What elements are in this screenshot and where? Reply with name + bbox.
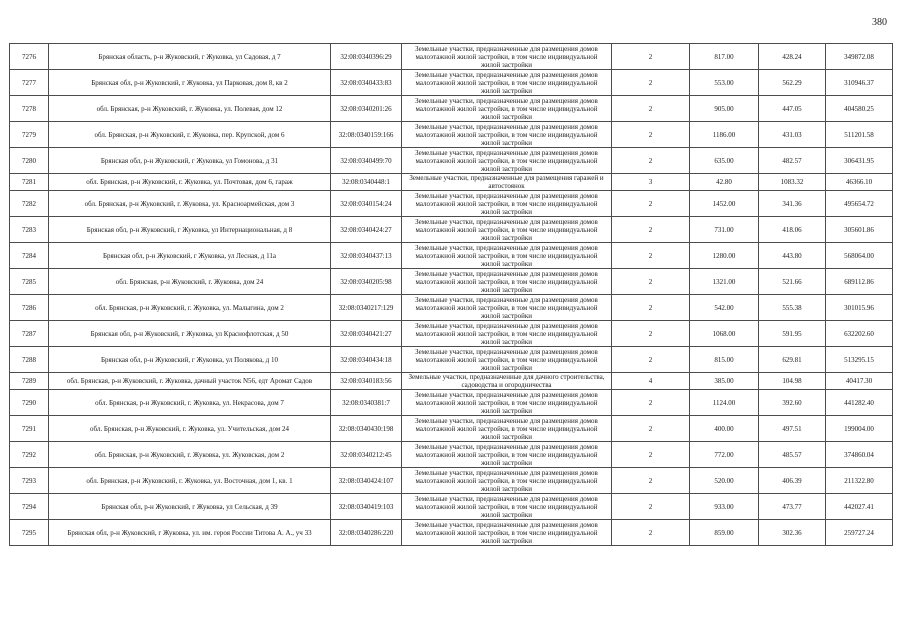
table-row	[10, 494, 893, 520]
row-number-cell: 7289	[10, 373, 49, 390]
address-cell: обл. Брянская, р-н Жуковский, г. Жуковка, ул. Восточная, дом 1, кв. 1	[49, 468, 331, 494]
area-cell: 553.00	[690, 70, 759, 96]
row-number-cell: 7287	[10, 321, 49, 347]
address-cell: Брянская обл, р-н Жуковский, г Жуковка, ул Сельская, д 39	[49, 494, 331, 520]
row-number-cell: 7293	[10, 468, 49, 494]
address-cell: обл. Брянская, р-н Жуковский, г. Жуковка, дом 24	[49, 269, 331, 295]
address-cell: Брянская обл, р-н Жуковский, г Жуковка, ул Полякова, д 10	[49, 347, 331, 373]
area-cell: 1321.00	[690, 269, 759, 295]
area-cell: 635.00	[690, 148, 759, 174]
land-use-cell: Земельные участки, предназначенные для размещения домов малоэтажной жилой застройки, в том числе индивидуальной жилой застройки	[402, 122, 612, 148]
address-cell: обл. Брянская, р-н Жуковский, г. Жуковка, дачный участок N56, едт Аромат Садов	[49, 373, 331, 390]
land-use-cell: Земельные участки, предназначенные для размещения домов малоэтажной жилой застройки, в том числе индивидуальной жилой застройки	[402, 243, 612, 269]
address-cell: Брянская обл, р-н Жуковский, г Жуковка, ул Парковая, дом 8, кв 2	[49, 70, 331, 96]
group-cell: 2	[612, 494, 690, 520]
cadastral-number-cell: 32:08:0340201:26	[331, 96, 402, 122]
specific-value-cell: 629.81	[759, 347, 826, 373]
table-row	[10, 295, 893, 321]
area-cell: 385.00	[690, 373, 759, 390]
cadastral-number-cell: 32:08:0340424:107	[331, 468, 402, 494]
group-cell: 2	[612, 148, 690, 174]
cadastral-value-cell: 259727.24	[826, 520, 893, 546]
group-cell: 2	[612, 122, 690, 148]
area-cell: 520.00	[690, 468, 759, 494]
row-number-cell: 7284	[10, 243, 49, 269]
table-row	[10, 44, 893, 70]
address-cell: Брянская обл, р-н Жуковский, г Жуковка, ул Лесная, д 11а	[49, 243, 331, 269]
cadastral-value-cell: 632202.60	[826, 321, 893, 347]
table-row	[10, 468, 893, 494]
table-row	[10, 390, 893, 416]
row-number-cell: 7294	[10, 494, 49, 520]
group-cell: 2	[612, 217, 690, 243]
area-cell: 542.00	[690, 295, 759, 321]
cadastral-value-cell: 495654.72	[826, 191, 893, 217]
cadastral-number-cell: 32:08:0340437:13	[331, 243, 402, 269]
specific-value-cell: 302.36	[759, 520, 826, 546]
cadastral-value-cell: 310946.37	[826, 70, 893, 96]
cadastral-number-cell: 32:08:0340217:129	[331, 295, 402, 321]
land-use-cell: Земельные участки, предназначенные для размещения домов малоэтажной жилой застройки, в том числе индивидуальной жилой застройки	[402, 321, 612, 347]
cadastral-number-cell: 32:08:0340499:70	[331, 148, 402, 174]
specific-value-cell: 428.24	[759, 44, 826, 70]
group-cell: 4	[612, 373, 690, 390]
specific-value-cell: 473.77	[759, 494, 826, 520]
group-cell: 2	[612, 390, 690, 416]
table-row	[10, 520, 893, 546]
specific-value-cell: 591.95	[759, 321, 826, 347]
cadastral-value-cell: 568064.00	[826, 243, 893, 269]
address-cell: Брянская обл, р-н Жуковский, г Жуковка, ул. им. героя России Титова А. А., уч 33	[49, 520, 331, 546]
cadastral-value-cell: 441282.40	[826, 390, 893, 416]
land-use-cell: Земельные участки, предназначенные для размещения домов малоэтажной жилой застройки, в том числе индивидуальной жилой застройки	[402, 468, 612, 494]
area-cell: 1280.00	[690, 243, 759, 269]
area-cell: 731.00	[690, 217, 759, 243]
cadastral-number-cell: 32:08:0340183:56	[331, 373, 402, 390]
cadastral-value-cell: 301015.96	[826, 295, 893, 321]
cadastral-number-cell: 32:08:0340205:98	[331, 269, 402, 295]
page-number: 380	[872, 17, 887, 28]
area-cell: 1452.00	[690, 191, 759, 217]
cadastral-number-cell: 32:08:0340396:29	[331, 44, 402, 70]
cadastral-value-cell: 349872.08	[826, 44, 893, 70]
cadastral-value-cell: 46366.10	[826, 174, 893, 191]
group-cell: 2	[612, 321, 690, 347]
table-row	[10, 122, 893, 148]
land-use-cell: Земельные участки, предназначенные для размещения домов малоэтажной жилой застройки, в том числе индивидуальной жилой застройки	[402, 416, 612, 442]
group-cell: 2	[612, 520, 690, 546]
land-use-cell: Земельные участки, предназначенные для размещения домов малоэтажной жилой застройки, в том числе индивидуальной жилой застройки	[402, 347, 612, 373]
cadastral-number-cell: 32:08:0340381:7	[331, 390, 402, 416]
cadastral-value-cell: 404580.25	[826, 96, 893, 122]
area-cell: 1124.00	[690, 390, 759, 416]
table-row	[10, 416, 893, 442]
cadastral-number-cell: 32:08:0340159:166	[331, 122, 402, 148]
area-cell: 400.00	[690, 416, 759, 442]
land-use-cell: Земельные участки, предназначенные для размещения домов малоэтажной жилой застройки, в том числе индивидуальной жилой застройки	[402, 494, 612, 520]
land-use-cell: Земельные участки, предназначенные для размещения домов малоэтажной жилой застройки, в том числе индивидуальной жилой застройки	[402, 70, 612, 96]
group-cell: 3	[612, 174, 690, 191]
row-number-cell: 7290	[10, 390, 49, 416]
group-cell: 2	[612, 416, 690, 442]
specific-value-cell: 521.66	[759, 269, 826, 295]
table-row	[10, 96, 893, 122]
cadastral-number-cell: 32:08:0340286:220	[331, 520, 402, 546]
specific-value-cell: 418.06	[759, 217, 826, 243]
area-cell: 1186.00	[690, 122, 759, 148]
area-cell: 817.00	[690, 44, 759, 70]
address-cell: Брянская область, р-н Жуковский, г Жуковка, ул Садовая, д 7	[49, 44, 331, 70]
area-cell: 859.00	[690, 520, 759, 546]
table-row	[10, 191, 893, 217]
land-use-cell: Земельные участки, предназначенные для размещения гаражей и автостоянок	[402, 174, 612, 191]
cadastral-value-cell: 442027.41	[826, 494, 893, 520]
specific-value-cell: 482.57	[759, 148, 826, 174]
row-number-cell: 7286	[10, 295, 49, 321]
area-cell: 772.00	[690, 442, 759, 468]
area-cell: 815.00	[690, 347, 759, 373]
row-number-cell: 7280	[10, 148, 49, 174]
register-table-body	[10, 44, 893, 546]
cadastral-number-cell: 32:08:0340421:27	[331, 321, 402, 347]
cadastral-number-cell: 32:08:0340430:198	[331, 416, 402, 442]
cadastral-number-cell: 32:08:0340424:27	[331, 217, 402, 243]
address-cell: обл. Брянская, р-н Жуковский, г. Жуковка, пер. Крупской, дом 6	[49, 122, 331, 148]
address-cell: Брянская обл, р-н Жуковский, г Жуковка, ул Краснофлотская, д 50	[49, 321, 331, 347]
address-cell: обл. Брянская, р-н Жуковский, г. Жуковка, ул. Малыгина, дом 2	[49, 295, 331, 321]
specific-value-cell: 555.38	[759, 295, 826, 321]
table-row	[10, 217, 893, 243]
specific-value-cell: 341.36	[759, 191, 826, 217]
specific-value-cell: 1083.32	[759, 174, 826, 191]
land-use-cell: Земельные участки, предназначенные для размещения домов малоэтажной жилой застройки, в том числе индивидуальной жилой застройки	[402, 295, 612, 321]
land-use-cell: Земельные участки, предназначенные для размещения домов малоэтажной жилой застройки, в том числе индивидуальной жилой застройки	[402, 269, 612, 295]
group-cell: 2	[612, 44, 690, 70]
land-parcel-register-table	[9, 43, 893, 546]
cadastral-number-cell: 32:08:0340448:1	[331, 174, 402, 191]
address-cell: обл. Брянская, р-н Жуковский, г. Жуковка, ул. Учительская, дом 24	[49, 416, 331, 442]
address-cell: обл. Брянская, р-н Жуковский, г. Жуковка, ул. Почтовая, дом 6, гараж	[49, 174, 331, 191]
row-number-cell: 7288	[10, 347, 49, 373]
address-cell: обл. Брянская, р-н Жуковский, г. Жуковка, ул. Красноармейская, дом 3	[49, 191, 331, 217]
cadastral-number-cell: 32:08:0340154:24	[331, 191, 402, 217]
specific-value-cell: 497.51	[759, 416, 826, 442]
row-number-cell: 7285	[10, 269, 49, 295]
specific-value-cell: 447.05	[759, 96, 826, 122]
row-number-cell: 7291	[10, 416, 49, 442]
table-row	[10, 174, 893, 191]
cadastral-value-cell: 211322.80	[826, 468, 893, 494]
area-cell: 42.80	[690, 174, 759, 191]
row-number-cell: 7295	[10, 520, 49, 546]
specific-value-cell: 485.57	[759, 442, 826, 468]
group-cell: 2	[612, 70, 690, 96]
cadastral-number-cell: 32:08:0340419:103	[331, 494, 402, 520]
table-row	[10, 148, 893, 174]
group-cell: 2	[612, 295, 690, 321]
land-use-cell: Земельные участки, предназначенные для размещения домов малоэтажной жилой застройки, в том числе индивидуальной жилой застройки	[402, 217, 612, 243]
address-cell: Брянская обл, р-н Жуковский, г Жуковка, ул Гомонова, д 31	[49, 148, 331, 174]
land-use-cell: Земельные участки, предназначенные для размещения домов малоэтажной жилой застройки, в том числе индивидуальной жилой застройки	[402, 148, 612, 174]
land-use-cell: Земельные участки, предназначенные для размещения домов малоэтажной жилой застройки, в том числе индивидуальной жилой застройки	[402, 520, 612, 546]
table-row	[10, 243, 893, 269]
group-cell: 2	[612, 468, 690, 494]
specific-value-cell: 443.80	[759, 243, 826, 269]
land-use-cell: Земельные участки, предназначенные для размещения домов малоэтажной жилой застройки, в том числе индивидуальной жилой застройки	[402, 44, 612, 70]
group-cell: 2	[612, 347, 690, 373]
specific-value-cell: 406.39	[759, 468, 826, 494]
cadastral-value-cell: 374860.04	[826, 442, 893, 468]
table-row	[10, 347, 893, 373]
cadastral-value-cell: 513295.15	[826, 347, 893, 373]
cadastral-value-cell: 199004.00	[826, 416, 893, 442]
row-number-cell: 7279	[10, 122, 49, 148]
row-number-cell: 7282	[10, 191, 49, 217]
address-cell: обл. Брянская, р-н Жуковский, г. Жуковка, ул. Жуковская, дом 2	[49, 442, 331, 468]
cadastral-value-cell: 306431.95	[826, 148, 893, 174]
address-cell: обл. Брянская, р-н Жуковский, г. Жуковка, ул. Полевая, дом 12	[49, 96, 331, 122]
row-number-cell: 7278	[10, 96, 49, 122]
area-cell: 905.00	[690, 96, 759, 122]
row-number-cell: 7277	[10, 70, 49, 96]
specific-value-cell: 104.98	[759, 373, 826, 390]
cadastral-value-cell: 305601.86	[826, 217, 893, 243]
row-number-cell: 7292	[10, 442, 49, 468]
land-use-cell: Земельные участки, предназначенные для размещения домов малоэтажной жилой застройки, в том числе индивидуальной жилой застройки	[402, 390, 612, 416]
table-row	[10, 373, 893, 390]
group-cell: 2	[612, 96, 690, 122]
table-row	[10, 321, 893, 347]
table-row	[10, 269, 893, 295]
row-number-cell: 7281	[10, 174, 49, 191]
area-cell: 933.00	[690, 494, 759, 520]
table-row	[10, 70, 893, 96]
group-cell: 2	[612, 243, 690, 269]
cadastral-value-cell: 689112.86	[826, 269, 893, 295]
group-cell: 2	[612, 269, 690, 295]
cadastral-number-cell: 32:08:0340434:18	[331, 347, 402, 373]
table-row	[10, 442, 893, 468]
specific-value-cell: 562.29	[759, 70, 826, 96]
row-number-cell: 7276	[10, 44, 49, 70]
group-cell: 2	[612, 191, 690, 217]
cadastral-number-cell: 32:08:0340212:45	[331, 442, 402, 468]
area-cell: 1068.00	[690, 321, 759, 347]
specific-value-cell: 431.03	[759, 122, 826, 148]
row-number-cell: 7283	[10, 217, 49, 243]
address-cell: Брянская обл, р-н Жуковский, г Жуковка, ул Интернациональная, д 8	[49, 217, 331, 243]
cadastral-value-cell: 40417.30	[826, 373, 893, 390]
land-use-cell: Земельные участки, предназначенные для размещения домов малоэтажной жилой застройки, в том числе индивидуальной жилой застройки	[402, 191, 612, 217]
land-use-cell: Земельные участки, предназначенные для размещения домов малоэтажной жилой застройки, в том числе индивидуальной жилой застройки	[402, 442, 612, 468]
group-cell: 2	[612, 442, 690, 468]
specific-value-cell: 392.60	[759, 390, 826, 416]
cadastral-number-cell: 32:08:0340433:83	[331, 70, 402, 96]
address-cell: обл. Брянская, р-н Жуковский, г. Жуковка, ул. Некрасова, дом 7	[49, 390, 331, 416]
cadastral-value-cell: 511201.58	[826, 122, 893, 148]
land-use-cell: Земельные участки, предназначенные для дачного строительства, садоводства и огородничества	[402, 373, 612, 390]
land-use-cell: Земельные участки, предназначенные для размещения домов малоэтажной жилой застройки, в том числе индивидуальной жилой застройки	[402, 96, 612, 122]
